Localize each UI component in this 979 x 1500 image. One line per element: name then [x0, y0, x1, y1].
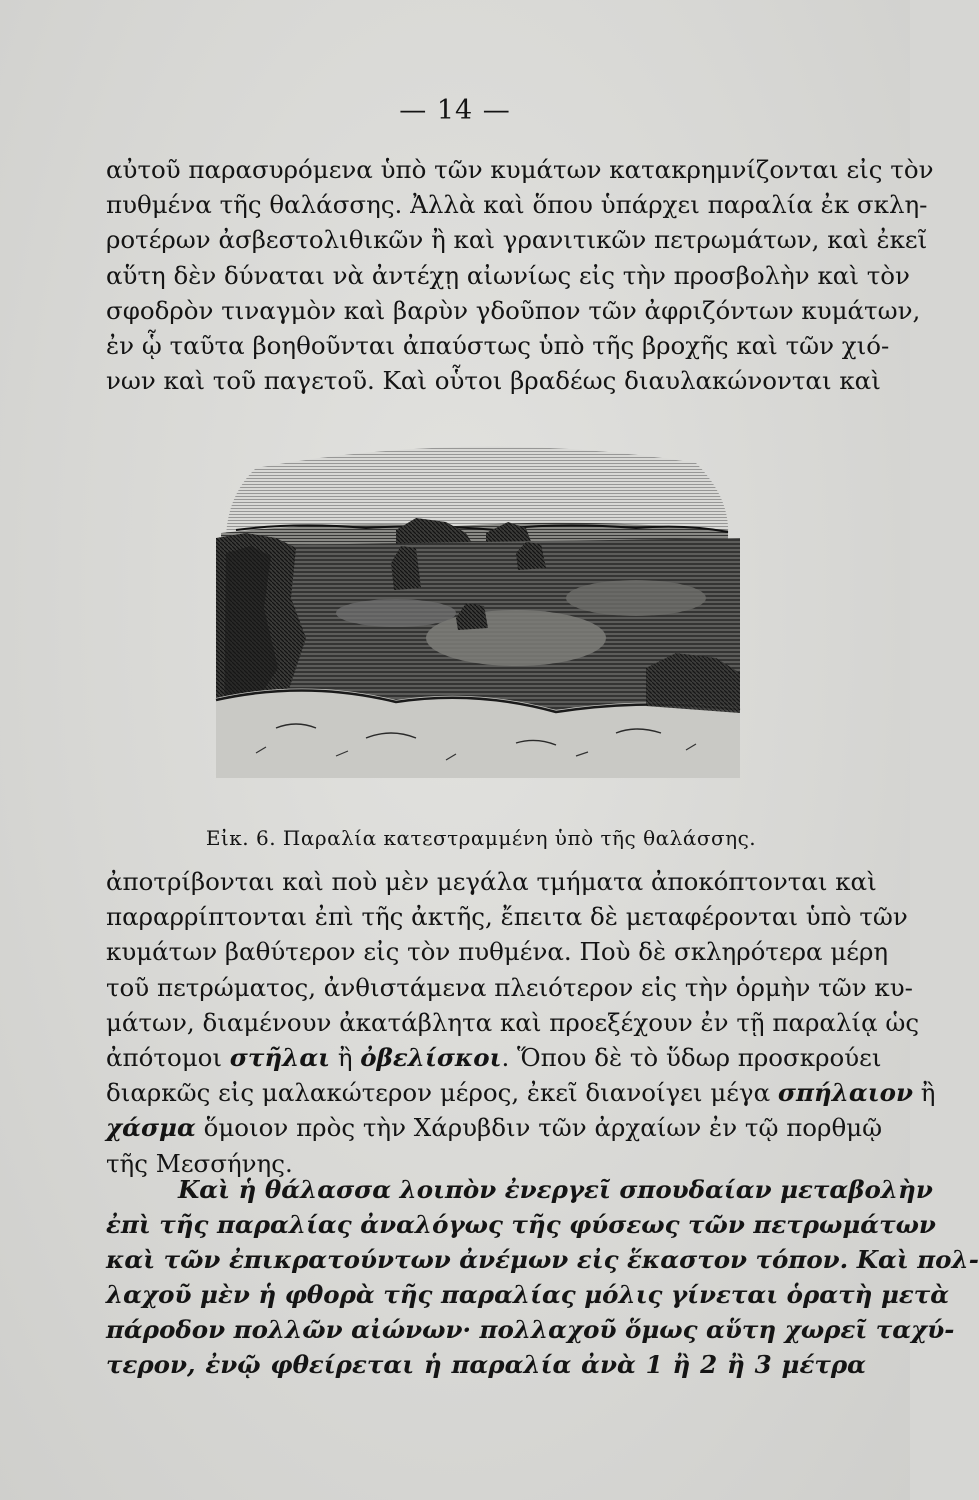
text-line: ροτέρων ἀσβεστολιθικῶν ἢ καὶ γρανιτικῶν πετρωμάτων, καὶ ἐκεῖ: [106, 225, 928, 255]
text-line: σφοδρὸν τιναγμὸν καὶ βαρὺν γδοῦπον τῶν ἀφριζόντων κυμάτων,: [106, 295, 921, 325]
term-columns: στῆλαι: [229, 1043, 331, 1073]
text-run: ἢ: [912, 1078, 936, 1108]
term-chasm: χάσμα: [106, 1113, 196, 1143]
text-line: αὕτη δὲν δύναται νὰ ἀντέχῃ αἰωνίως εἰς τὴν προσβολὴν καὶ τὸν: [106, 260, 910, 290]
paragraph-middle: [106, 864, 936, 1181]
page-number: — 14 —: [399, 95, 511, 126]
text-line: Καὶ ἡ θάλασσα λοιπὸν ἐνεργεῖ σπουδαίαν μεταβολὴν: [178, 1175, 933, 1204]
text-line: ἀποτρίβονται καὶ ποὺ μὲν μεγάλα τμήματα ἀποκόπτονται καὶ: [106, 867, 877, 896]
text-line: πυθμένα τῆς θαλάσσης. Ἀλλὰ καὶ ὅπου ὑπάρχει παραλία ἐκ σκλη-: [106, 190, 928, 220]
text-line: λαχοῦ μὲν ἡ φθορὰ τῆς παραλίας μόλις γίνεται ὁρατὴ μετὰ: [106, 1280, 950, 1309]
text-line: [106, 1075, 936, 1110]
text-line: νων καὶ τοῦ παγετοῦ. Καὶ οὗτοι βραδέως διαυλακώνονται καὶ: [106, 366, 881, 396]
text-line: κυμάτων βαθύτερον εἰς τὸν πυθμένα. Ποὺ δὲ σκληρότερα μέρη: [106, 937, 889, 967]
text-line: τερον, ἐνῷ φθείρεται ἡ παραλία ἀνὰ 1 ἢ 2 ἢ 3 μέτρα: [106, 1350, 866, 1379]
coastal-cliffs-illustration: [216, 438, 740, 778]
text-run: ἢ: [330, 1043, 361, 1073]
text-run: ὅμοιον πρὸς τὴν Χάρυβδιν τῶν ἀρχαίων ἐν τῷ πορθμῷ: [195, 1113, 883, 1143]
text-line: πάροδον πολλῶν αἰώνων· πολλαχοῦ ὅμως αὕτη χωρεῖ ταχύ-: [106, 1315, 955, 1344]
text-run: . Ὅπου δὲ τὸ ὕδωρ προσκρούει: [501, 1043, 882, 1073]
paragraph-bottom-emphasis: [106, 1172, 979, 1382]
text-line: [106, 1040, 882, 1075]
text-line: ἐν ᾧ ταῦτα βοηθοῦνται ἀπαύστως ὑπὸ τῆς βροχῆς καὶ τῶν χιό-: [106, 331, 890, 361]
text-run: ἀπότομοι: [106, 1043, 230, 1073]
term-cave: σπήλαιον: [777, 1078, 913, 1108]
term-obelisks: ὀβελίσκοι: [360, 1043, 502, 1073]
text-line: παραρρίπτονται ἐπὶ τῆς ἀκτῆς, ἔπειτα δὲ μεταφέρονται ὑπὸ τῶν: [106, 902, 908, 932]
text-line: αὐτοῦ παρασυρόμενα ὑπὸ τῶν κυμάτων κατακρημνίζονται εἰς τὸν: [106, 155, 934, 184]
text-line: μάτων, διαμένουν ἀκατάβλητα καὶ προεξέχουν ἐν τῇ παραλίᾳ ὡς: [106, 1007, 920, 1037]
text-line: ἐπὶ τῆς παραλίας ἀναλόγως τῆς φύσεως τῶν πετρωμάτων: [106, 1210, 936, 1239]
figure-caption: Εἰκ. 6. Παραλία κατεστραμμένη ὑπὸ τῆς θαλάσσης.: [205, 826, 757, 850]
engraving-image: [216, 438, 740, 778]
paragraph-top: [106, 152, 934, 398]
text-line: τῆς Μεσσήνης.: [106, 1148, 293, 1178]
text-run: διαρκῶς εἰς μαλακώτερον μέρος, ἐκεῖ διανοίγει μέγα: [106, 1078, 778, 1108]
text-line: [106, 1110, 883, 1145]
text-line: τοῦ πετρώματος, ἀνθιστάμενα πλειότερον εἰς τὴν ὁρμὴν τῶν κυ-: [106, 972, 913, 1002]
text-line: καὶ τῶν ἐπικρατούντων ἀνέμων εἰς ἕκαστον τόπον. Καὶ πολ-: [106, 1245, 979, 1274]
